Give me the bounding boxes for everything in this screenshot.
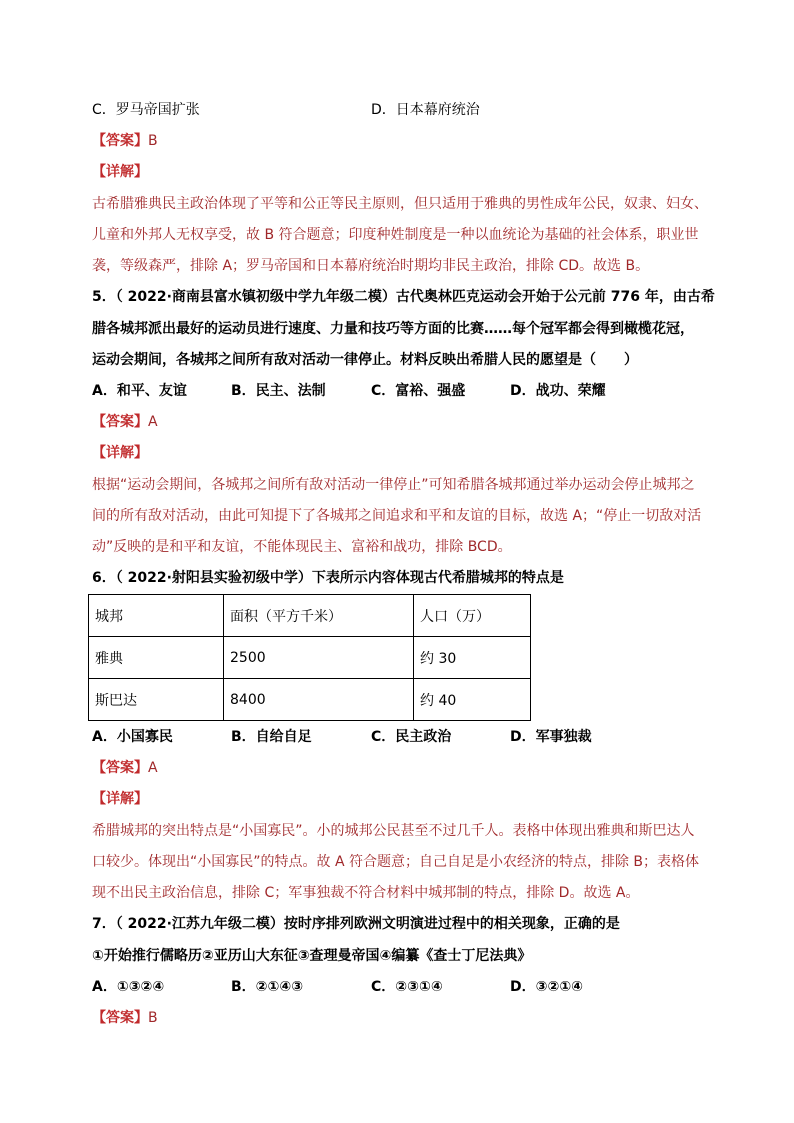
q6-stem: 6．（ 2022·射阳县实验初级中学）下表所示内容体现古代希腊城邦的特点是 — [92, 570, 564, 586]
table-header-cell: 面积（平方千米） — [224, 595, 414, 637]
q4-detail-line: 儿童和外邦人无权享受，故 B 符合题意；印度种姓制度是一种以血统论为基础的社会体系，职业世 — [92, 227, 699, 243]
q6-option-c: C．民主政治 — [371, 729, 452, 745]
q5-detail-line: 间的所有敌对活动，由此可知提下了各城邦之间追求和平和友谊的目标，故选 A；“停止一切敌对活 — [92, 508, 702, 524]
city-table — [88, 594, 531, 721]
table-cell: 斯巴达 — [89, 679, 224, 721]
q7-option-c: C．②③①④ — [371, 979, 443, 995]
q7-option-b: B．②①④③ — [231, 979, 304, 995]
q5-option-a: A．和平、友谊 — [92, 383, 187, 399]
q6-detail-line: 希腊城邦的突出特点是“小国寡民”。小的城邦公民甚至不过几千人。表格中体现出雅典和斯巴达人 — [92, 823, 695, 839]
q7-stem-line: 7．（ 2022·江苏九年级二模）按时序排列欧洲文明演进过程中的相关现象，正确的是 — [92, 916, 620, 932]
q5-option-d: D．战功、荣耀 — [510, 383, 606, 399]
q5-stem-line: 5．（ 2022·商南县富水镇初级中学九年级二模）古代奥林匹克运动会开始于公元前 776 年，由古希 — [92, 289, 715, 305]
q5-option-b: B．民主、法制 — [231, 383, 326, 399]
q7-option-d: D．③②①④ — [510, 979, 584, 995]
answer-label: 【答案】 — [92, 133, 148, 149]
answer-label: 【答案】 — [92, 414, 148, 430]
q6-option-b: B．自给自足 — [231, 729, 312, 745]
table-cell: 2500 — [224, 637, 414, 679]
q6-option-d: D．军事独裁 — [510, 729, 592, 745]
q6-detail-label: 【详解】 — [92, 791, 148, 807]
answer-label: 【答案】 — [92, 1010, 148, 1026]
table-cell: 雅典 — [89, 637, 224, 679]
q7-option-a: A．①③②④ — [92, 979, 165, 995]
q4-detail-line: 袭，等级森严，排除 A；罗马帝国和日本幕府统治时期均非民主政治，排除 CD。故选 B。 — [92, 258, 650, 274]
q6-option-a: A．小国寡民 — [92, 729, 173, 745]
table-header-cell: 城邦 — [89, 595, 224, 637]
q6-answer — [92, 758, 158, 778]
table-cell: 约 40 — [414, 679, 531, 721]
q4-option-d: D．日本幕府统治 — [371, 102, 480, 118]
table-cell: 约 30 — [414, 637, 531, 679]
q4-detail-line: 古希腊雅典民主政治体现了平等和公正等民主原则，但只适用于雅典的男性成年公民，奴隶、妇女、 — [92, 196, 708, 212]
q5-detail-line: 根据“运动会期间，各城邦之间所有敌对活动一律停止”可知希腊各城邦通过举办运动会停止城邦之 — [92, 477, 695, 493]
q5-stem-line: 运动会期间，各城邦之间所有敌对活动一律停止。材料反映出希腊人民的愿望是（ ） — [92, 352, 638, 368]
answer-label: 【答案】 — [92, 760, 148, 776]
q5-detail-label: 【详解】 — [92, 445, 148, 461]
q6-detail-line: 口较少。体现出“小国寡民”的特点。故 A 符合题意；自己自足是小农经济的特点，排除 B；表格体 — [92, 854, 700, 870]
q5-option-c: C．富裕、强盛 — [371, 383, 466, 399]
q5-detail-line: 动”反映的是和平和友谊，不能体现民主、富裕和战功，排除 BCD。 — [92, 539, 512, 555]
q5-stem-line: 腊各城邦派出最好的运动员进行速度、力量和技巧等方面的比赛……每个冠军都会得到橄榄花冠， — [92, 321, 694, 337]
table-header-cell: 人口（万） — [414, 595, 531, 637]
q4-detail-label: 【详解】 — [92, 164, 148, 180]
q4-answer — [92, 131, 158, 151]
q7-stem-line: ①开始推行儒略历②亚历山大东征③查理曼帝国④编纂《查士丁尼法典》 — [92, 948, 532, 964]
q5-answer — [92, 412, 158, 432]
q6-detail-line: 现不出民主政治信息，排除 C；军事独裁不符合材料中城邦制的特点，排除 D。故选 A。 — [92, 885, 640, 901]
table-row — [89, 679, 531, 721]
answer-value: B — [148, 1010, 158, 1026]
q4-option-c: C．罗马帝国扩张 — [92, 102, 200, 118]
table-header-row — [89, 595, 531, 637]
table-cell: 8400 — [224, 679, 414, 721]
answer-value: B — [148, 133, 158, 149]
table-row — [89, 637, 531, 679]
q7-answer — [92, 1008, 158, 1028]
answer-value: A — [148, 414, 158, 430]
answer-value: A — [148, 760, 158, 776]
